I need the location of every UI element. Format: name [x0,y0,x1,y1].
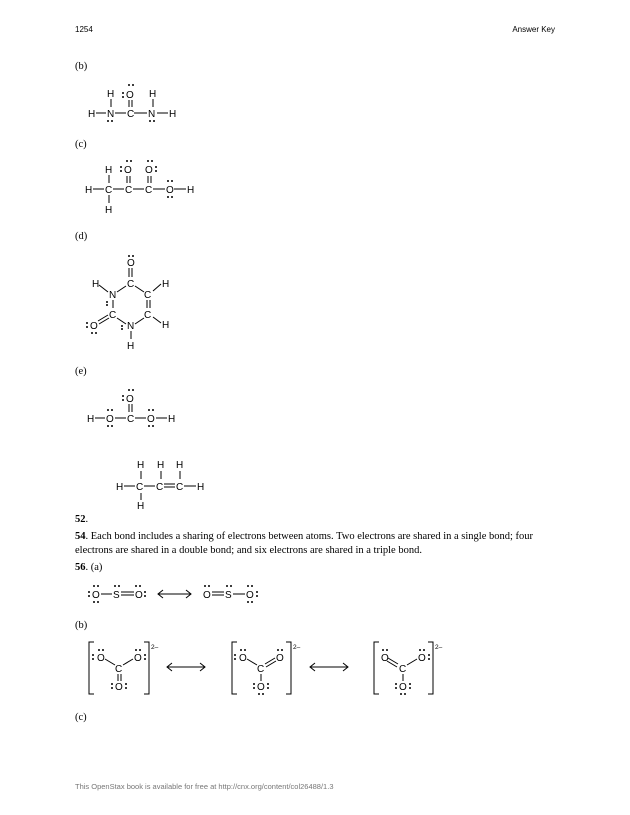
atom-c: C [257,664,265,675]
atom-h: H [87,414,95,425]
atom-o: O [115,682,123,693]
atom-h: H [176,460,184,471]
page-footer: This OpenStax book is available for free at http://cnx.org/content/col26488/1.3 [75,782,334,791]
label-b: (b) [75,61,88,72]
atom-h: H [197,482,205,493]
answer-54-number: 54 [75,531,86,542]
atom-h: H [137,460,145,471]
charge-label: 2– [435,644,443,651]
atom-o: O [381,653,389,664]
atom-o: O [90,321,98,332]
atom-c: C [399,664,407,675]
answer-56-text: . (a) [85,562,103,573]
atom-o: O [126,90,134,101]
atom-o: O [124,165,132,176]
label-e: (e) [75,366,87,377]
atom-n: N [127,321,135,332]
atom-c: C [105,185,113,196]
carbonate-structure-2 [232,642,301,695]
answer-52-text: . [85,514,89,525]
atom-h: H [85,185,93,196]
label-c2: (c) [75,712,87,723]
atom-o: O [92,590,100,601]
atom-h: H [162,279,170,290]
atom-n: N [148,109,156,120]
atom-o: O [97,653,105,664]
atom-h: H [187,185,195,196]
atom-c: C [127,109,135,120]
atom-c: C [156,482,164,493]
atom-c: C [127,279,135,290]
atom-c: C [125,185,133,196]
label-d: (d) [75,231,88,242]
carbonate-structure-3 [374,642,443,695]
atom-o: O [239,653,247,664]
atom-s: S [113,590,120,601]
atom-o: O [246,590,254,601]
atom-o: O [135,590,143,601]
atom-c: C [136,482,144,493]
atom-h: H [127,341,135,352]
atom-o: O [276,653,284,664]
atom-h: H [168,414,176,425]
atom-o: O [203,590,211,601]
atom-o: O [399,682,407,693]
atom-h: H [162,320,170,331]
atom-h: H [169,109,177,120]
atom-h: H [107,89,115,100]
atom-o: O [147,414,155,425]
atom-n: N [107,109,115,120]
answer-56-number: 56 [75,562,86,573]
atom-o: O [145,165,153,176]
atom-c: C [127,414,135,425]
atom-h: H [105,165,113,176]
atom-h: H [149,89,157,100]
atom-h: H [157,460,165,471]
atom-c: C [176,482,184,493]
charge-label: 2– [151,644,159,651]
atom-o: O [106,414,114,425]
atom-h: H [88,109,96,120]
atom-h: H [116,482,124,493]
atom-h: H [137,501,145,512]
atom-o: O [134,653,142,664]
atom-c: C [144,290,152,301]
atom-o: O [126,394,134,405]
carbonate-structure-1 [89,642,159,694]
atom-c: C [115,664,123,675]
atom-c: C [109,310,117,321]
atom-c: C [145,185,153,196]
atom-o: O [166,185,174,196]
label-b2: (b) [75,620,88,631]
atom-o: O [127,258,135,269]
answer-54-text: . Each bond includes a sharing of electrons between atoms. Two electrons are shared in a single bond; four electrons are shared in a double bond; and six electrons are shared in a triple bond. [75,531,534,556]
atom-c: C [144,310,152,321]
running-header: Answer Key [512,25,555,34]
atom-o: O [257,682,265,693]
label-c: (c) [75,139,87,150]
atom-o: O [418,653,426,664]
answer-52-number: 52 [75,514,86,525]
atom-h: H [105,205,113,216]
atom-h: H [92,279,100,290]
atom-n: N [109,290,117,301]
atom-s: S [225,590,232,601]
page-number: 1254 [75,25,93,34]
charge-label: 2– [293,644,301,651]
